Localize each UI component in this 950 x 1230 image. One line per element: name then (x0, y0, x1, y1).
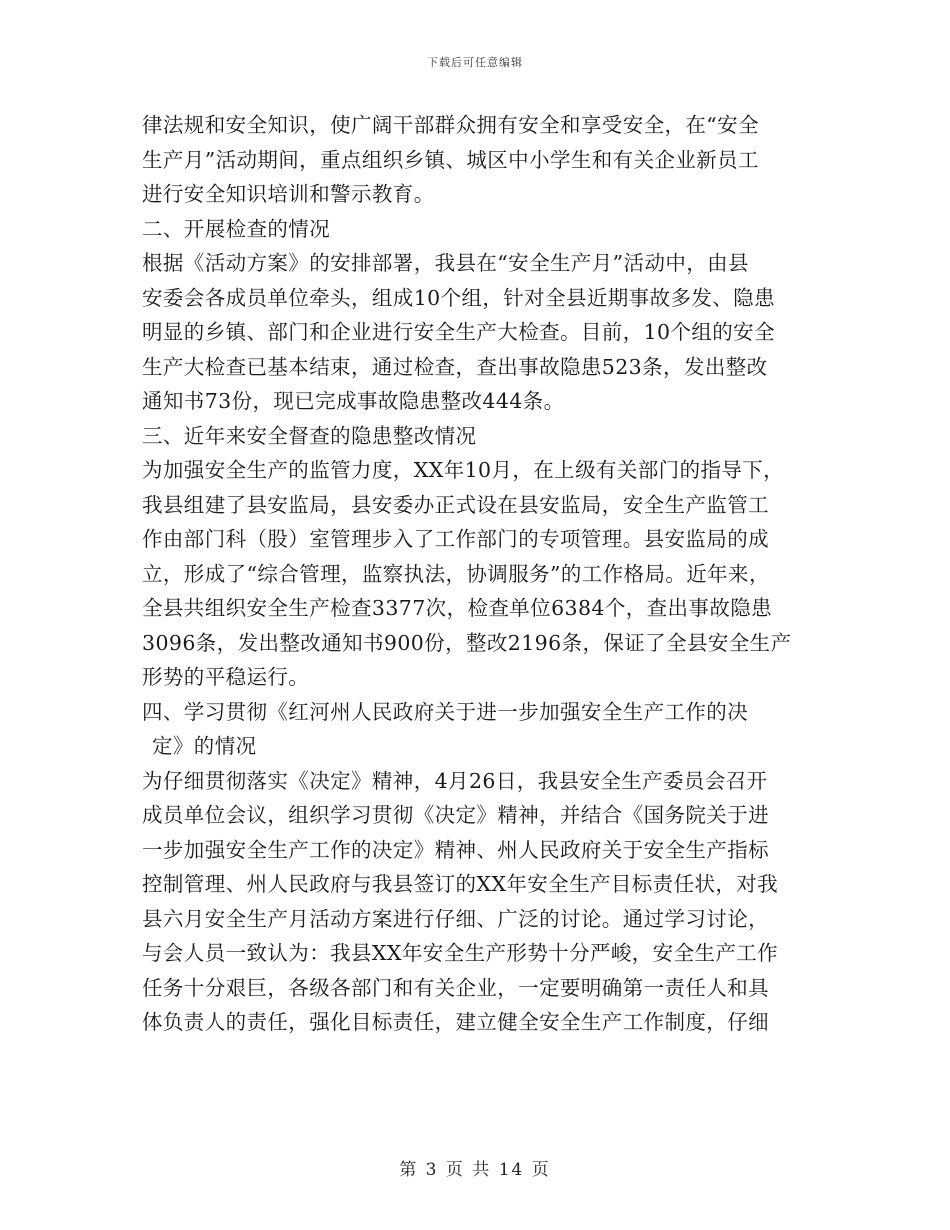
body-line: 生产月”活动期间，重点组织乡镇、城区中小学生和有关企业新员工 (142, 147, 759, 172)
body-line: 体负责人的责任，强化目标责任，建立健全安全生产工作制度，仔细 (142, 1010, 769, 1034)
page-header: 下载后可任意编辑 (427, 56, 523, 69)
body-line: 县六月安全生产月活动方案进行仔细、广泛的讨论。通过学习讨论， (142, 906, 769, 931)
body-line: 成员单位会议，组织学习贯彻《决定》精神，并结合《国务院关于进 (142, 803, 769, 827)
body-line: 安委会各成员单位牵头，组成10个组，针对全县近期事故多发、隐患 (142, 285, 775, 310)
body-line: 律法规和安全知识，使广阔干部群众拥有安全和享受安全，在“安全 (142, 113, 759, 137)
body-line: 与会人员一致认为：我县XX年安全生产形势十分严峻，安全生产工作 (142, 941, 779, 965)
body-line: 根据《活动方案》的安排部署，我县在“安全生产月”活动中，由县 (142, 251, 749, 275)
body-line: 生产大检查已基本结束，通过检查，查出事故隐患523条，发出整改 (142, 354, 768, 379)
body-line: 形势的平稳运行。 (142, 665, 310, 689)
body-line: 为加强安全生产的监管力度，XX年10月，在上级有关部门的指导下， (142, 458, 785, 482)
body-line: 通知书73份，现已完成事故隐患整改444条。 (142, 389, 565, 413)
body-line: 作由部门科（股）室管理步入了工作部门的专项管理。县安监局的成 (142, 527, 769, 551)
body-line: 3096条，发出整改通知书900份，整改2196条，保证了全县安全生产 (142, 630, 792, 655)
body-line: 立，形成了“综合管理，监察执法，协调服务”的工作格局。近年来， (142, 561, 770, 586)
body-line: 任务十分艰巨，各级各部门和有关企业，一定要明确第一责任人和具 (142, 975, 769, 1000)
body-line: 控制管理、州人民政府与我县签订的XX年安全生产目标责任状，对我 (142, 872, 779, 896)
section-heading-continuation: 定》的情况 (152, 734, 257, 758)
section-heading: 四、学习贯彻《红河州人民政府关于进一步加强安全生产工作的决 (142, 699, 749, 724)
body-line: 一步加强安全生产工作的决定》精神、州人民政府关于安全生产指标 (142, 837, 769, 862)
body-line: 全县共组织安全生产检查3377次，检查单位6384个，查出事故隐患 (142, 596, 773, 620)
body-line: 我县组建了县安监局，县安委办正式设在县安监局，安全生产监管工 (142, 492, 769, 517)
section-heading: 三、近年来安全督查的隐患整改情况 (142, 423, 477, 448)
page-number-footer: 第 3 页 共 14 页 (399, 1160, 551, 1180)
body-line: 进行安全知识培训和警示教育。 (142, 182, 435, 206)
document-body (142, 108, 812, 1040)
body-line: 为仔细贯彻落实《决定》精神，4月26日，我县安全生产委员会召开 (142, 768, 768, 793)
section-heading: 二、开展检查的情况 (142, 216, 331, 241)
body-line: 明显的乡镇、部门和企业进行安全生产大检查。目前，10个组的安全 (142, 320, 775, 344)
